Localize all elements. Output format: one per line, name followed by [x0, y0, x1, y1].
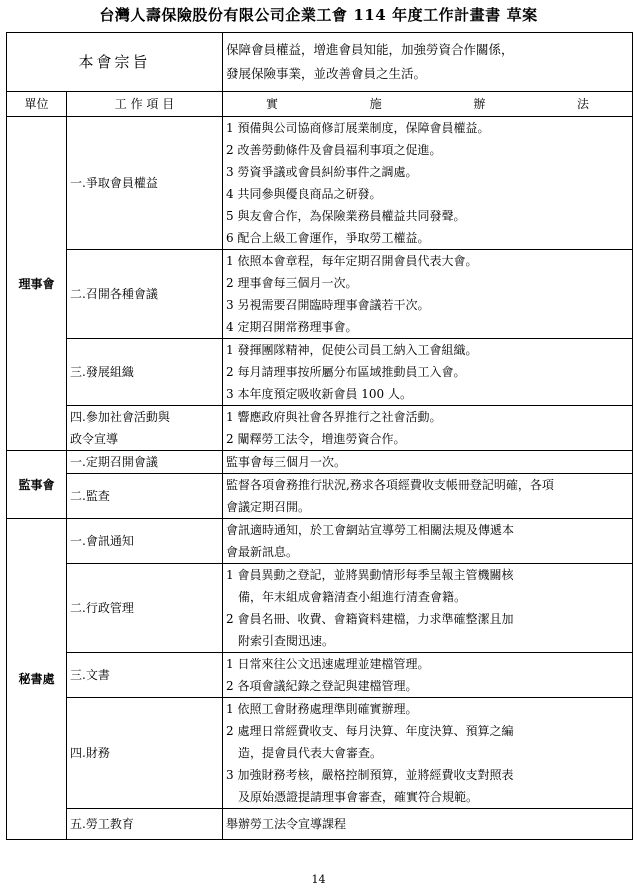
header-method-char: 辦: [473, 97, 486, 111]
title-year: 114: [353, 6, 387, 24]
detail-line: 5 與友會合作，為保險業務員權益共同發聲。: [226, 209, 466, 223]
item-name: 三.文書: [67, 653, 223, 698]
header-method: [223, 92, 633, 117]
item-name: 二.召開各種會議: [67, 250, 223, 339]
item-name: 二.行政管理: [67, 564, 223, 653]
header-method-char: 施: [369, 97, 382, 111]
table-row: [7, 519, 633, 564]
detail-line: 1 依照本會章程，每年定期召開會員代表大會。: [226, 254, 478, 268]
title-org: 台灣人壽保險股份有限公司企業工會: [99, 6, 348, 24]
header-item: 工 作 項 目: [67, 92, 223, 117]
item-name: 三.發展組織: [67, 339, 223, 406]
detail-line: 2 每月請理事按所屬分布區域推動員工入會。: [226, 365, 466, 379]
detail-line: 舉辦勞工法令宣導課程: [226, 817, 347, 831]
detail-line: 監事會每三個月一次。: [226, 455, 347, 469]
document-title: [0, 4, 637, 25]
detail-line: 及原始憑證提請理事會審查，確實符合規範。: [238, 790, 479, 804]
table-row: [7, 474, 633, 519]
item-name: 四.財務: [67, 698, 223, 809]
item-detail: [223, 339, 633, 406]
detail-line: 1 響應政府與社會各界推行之社會活動。: [226, 410, 442, 424]
item-detail: [223, 451, 633, 474]
unit-name: 秘書處: [7, 519, 67, 840]
purpose-row: [7, 33, 633, 92]
item-detail: [223, 653, 633, 698]
title-suffix: 年度工作計畫書: [392, 6, 501, 24]
detail-line: 1 依照工會財務處理準則確實辦理。: [226, 702, 418, 716]
detail-line: 4 共同參與優良商品之研發。: [226, 187, 382, 201]
item-detail: [223, 117, 633, 250]
detail-line: 4 定期召開常務理事會。: [226, 320, 358, 334]
detail-line: 2 會員名冊、收費、會籍資料建檔，力求準確整潔且加: [226, 612, 514, 626]
item-name-line: 政令宣導: [70, 432, 119, 446]
detail-line: 會議定期召開。: [226, 500, 311, 514]
purpose-text: [223, 33, 633, 92]
header-row: [7, 92, 633, 117]
item-detail: [223, 474, 633, 519]
item-name: 五.勞工教育: [67, 809, 223, 840]
detail-line: 3 加強財務考核，嚴格控制預算，並將經費收支對照表: [226, 768, 514, 782]
item-name: 二.監查: [67, 474, 223, 519]
detail-line: 會訊適時通知，於工會網站宣導勞工相關法規及傳遞本: [226, 523, 515, 537]
work-plan-table: [6, 32, 633, 840]
item-detail: [223, 564, 633, 653]
table-row: [7, 809, 633, 840]
detail-line: 2 闡釋勞工法令，增進勞資合作。: [226, 432, 406, 446]
detail-line: 3 本年度預定吸收新會員 100 人。: [226, 387, 412, 401]
table-row: [7, 451, 633, 474]
detail-line: 6 配合上級工會運作，爭取勞工權益。: [226, 231, 430, 245]
detail-line: 造，提會員代表大會審查。: [238, 746, 383, 760]
detail-line: 3 另視需要召開臨時理事會議若干次。: [226, 298, 430, 312]
purpose-line: 保障會員權益，增進會員知能，加強勞資合作關係，: [226, 42, 514, 57]
table-row: [7, 250, 633, 339]
header-unit: 單位: [7, 92, 67, 117]
header-method-char: 法: [576, 97, 589, 111]
detail-line: 附索引查閱迅速。: [238, 634, 335, 648]
item-detail: [223, 250, 633, 339]
detail-line: 2 理事會每三個月一次。: [226, 276, 358, 290]
detail-line: 1 發揮團隊精神，促使公司員工納入工會組織。: [226, 343, 478, 357]
detail-line: 3 勞資爭議或會員糾紛事件之調處。: [226, 165, 418, 179]
table-row: [7, 406, 633, 451]
table-row: [7, 698, 633, 809]
table-row: [7, 564, 633, 653]
page-number: 14: [311, 873, 326, 886]
detail-line: 備，年末組成會籍清查小組進行清查會籍。: [238, 590, 467, 604]
detail-line: 監督各項會務推行狀況,務求各項經費收支帳冊登記明確，各項: [226, 478, 554, 492]
title-status: 草案: [506, 6, 538, 24]
item-detail: [223, 698, 633, 809]
table-row: [7, 339, 633, 406]
detail-line: 1 日常來往公文迅速處理並建檔管理。: [226, 657, 430, 671]
detail-line: 1 會員異動之登記，並將異動情形每季呈報主管機關核: [226, 568, 514, 582]
table-row: [7, 117, 633, 250]
item-detail: [223, 519, 633, 564]
item-detail: [223, 406, 633, 451]
header-method-char: 實: [266, 97, 279, 111]
item-name: 一.爭取會員權益: [67, 117, 223, 250]
unit-name: 理事會: [7, 117, 67, 451]
purpose-label: 本會宗旨: [7, 33, 223, 92]
detail-line: 2 各項會議紀錄之登記與建檔管理。: [226, 679, 418, 693]
item-name: [67, 406, 223, 451]
detail-line: 2 改善勞動條件及會員福利事項之促進。: [226, 143, 442, 157]
item-name: 一.會訊通知: [67, 519, 223, 564]
purpose-line: 發展保險事業，並改善會員之生活。: [226, 66, 427, 81]
item-name: 一.定期召開會議: [67, 451, 223, 474]
detail-line: 1 預備與公司協商修訂展業制度，保障會員權益。: [226, 121, 490, 135]
detail-line: 2 處理日常經費收支、每月決算、年度決算、預算之編: [226, 724, 514, 738]
item-detail: [223, 809, 633, 840]
unit-name: 監事會: [7, 451, 67, 519]
item-name-line: 四.參加社會活動與: [70, 410, 170, 424]
detail-line: 會最新訊息。: [226, 545, 299, 559]
table-row: [7, 653, 633, 698]
